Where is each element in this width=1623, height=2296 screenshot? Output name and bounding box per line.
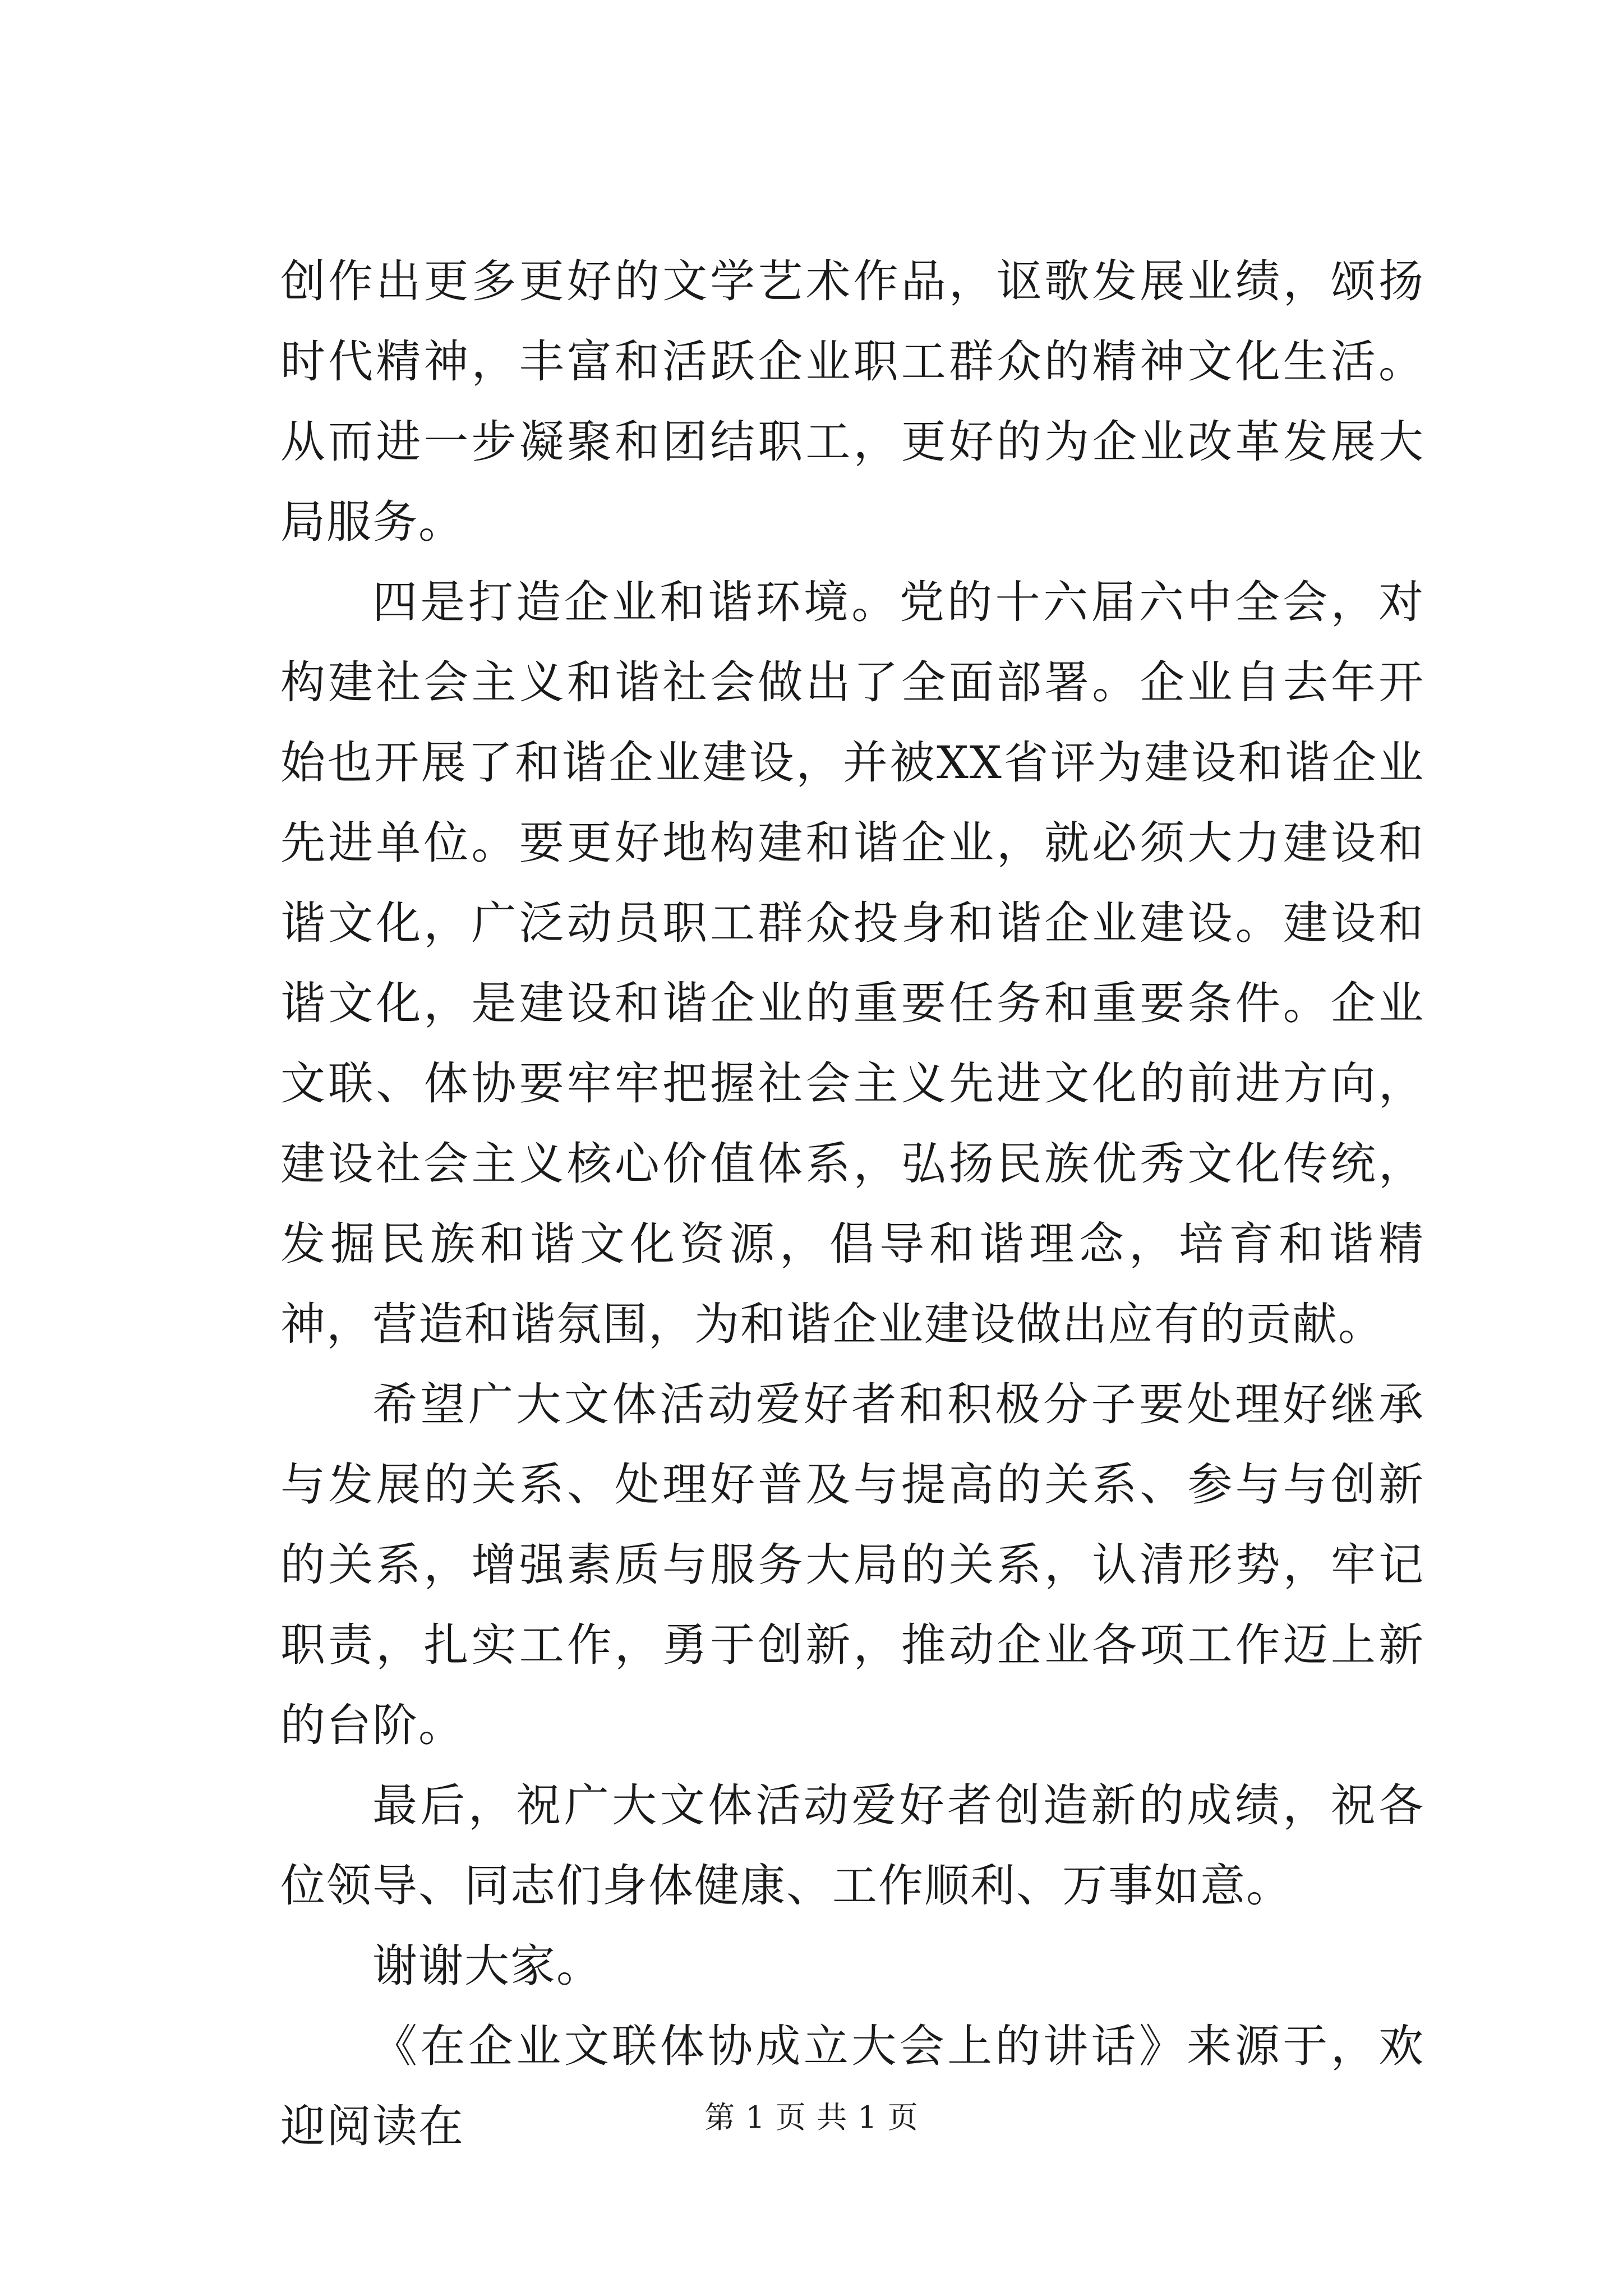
paragraph-source-note: 《在企业文联体协成立大会上的讲话》来源于，欢迎阅读在: [280, 2020, 1424, 2152]
document-body: [280, 241, 1424, 2166]
paragraph-harmonious-environment: 四是打造企业和谐环境。党的十六届六中全会，对构建社会主义和谐社会做出了全面部署。企业自去年开始也开展了和谐企业建设，并被XX省评为建设和谐企业先进单位。要更好地构建和谐企业，就必须大力建设和谐文化，广泛动员职工群众投身和谐企业建设。建设和谐文化，是建设和谐企业的重要任务和重要条件。企业文联、体协要牢牢把握社会主义先进文化的前进方向，建设社会主义核心价值体系，弘扬民族优秀文化传统，发掘民族和谐文化资源，倡导和谐理念，培育和谐精神，营造和谐氛围，为和谐企业建设做出应有的贡献。: [280, 576, 1424, 1350]
paragraph-closing-wishes: 最后，祝广大文体活动爱好者创造新的成绩，祝各位领导、同志们身体健康、工作顺利、万事如意。: [280, 1779, 1424, 1912]
page-footer: 第 1 页 共 1 页: [704, 2100, 919, 2135]
paragraph-hopes: 希望广大文体活动爱好者和积极分子要处理好继承与发展的关系、处理好普及与提高的关系、参与与创新的关系，增强素质与服务大局的关系，认清形势，牢记职责，扎实工作，勇于创新，推动企业各项工作迈上新的台阶。: [280, 1378, 1424, 1751]
paragraph-thanks: 谢谢大家。: [372, 1940, 602, 1992]
paragraph-continuation: 创作出更多更好的文学艺术作品，讴歌发展业绩，颂扬时代精神，丰富和活跃企业职工群众的精神文化生活。从而进一步凝聚和团结职工，更好的为企业改革发展大局服务。: [280, 255, 1424, 548]
